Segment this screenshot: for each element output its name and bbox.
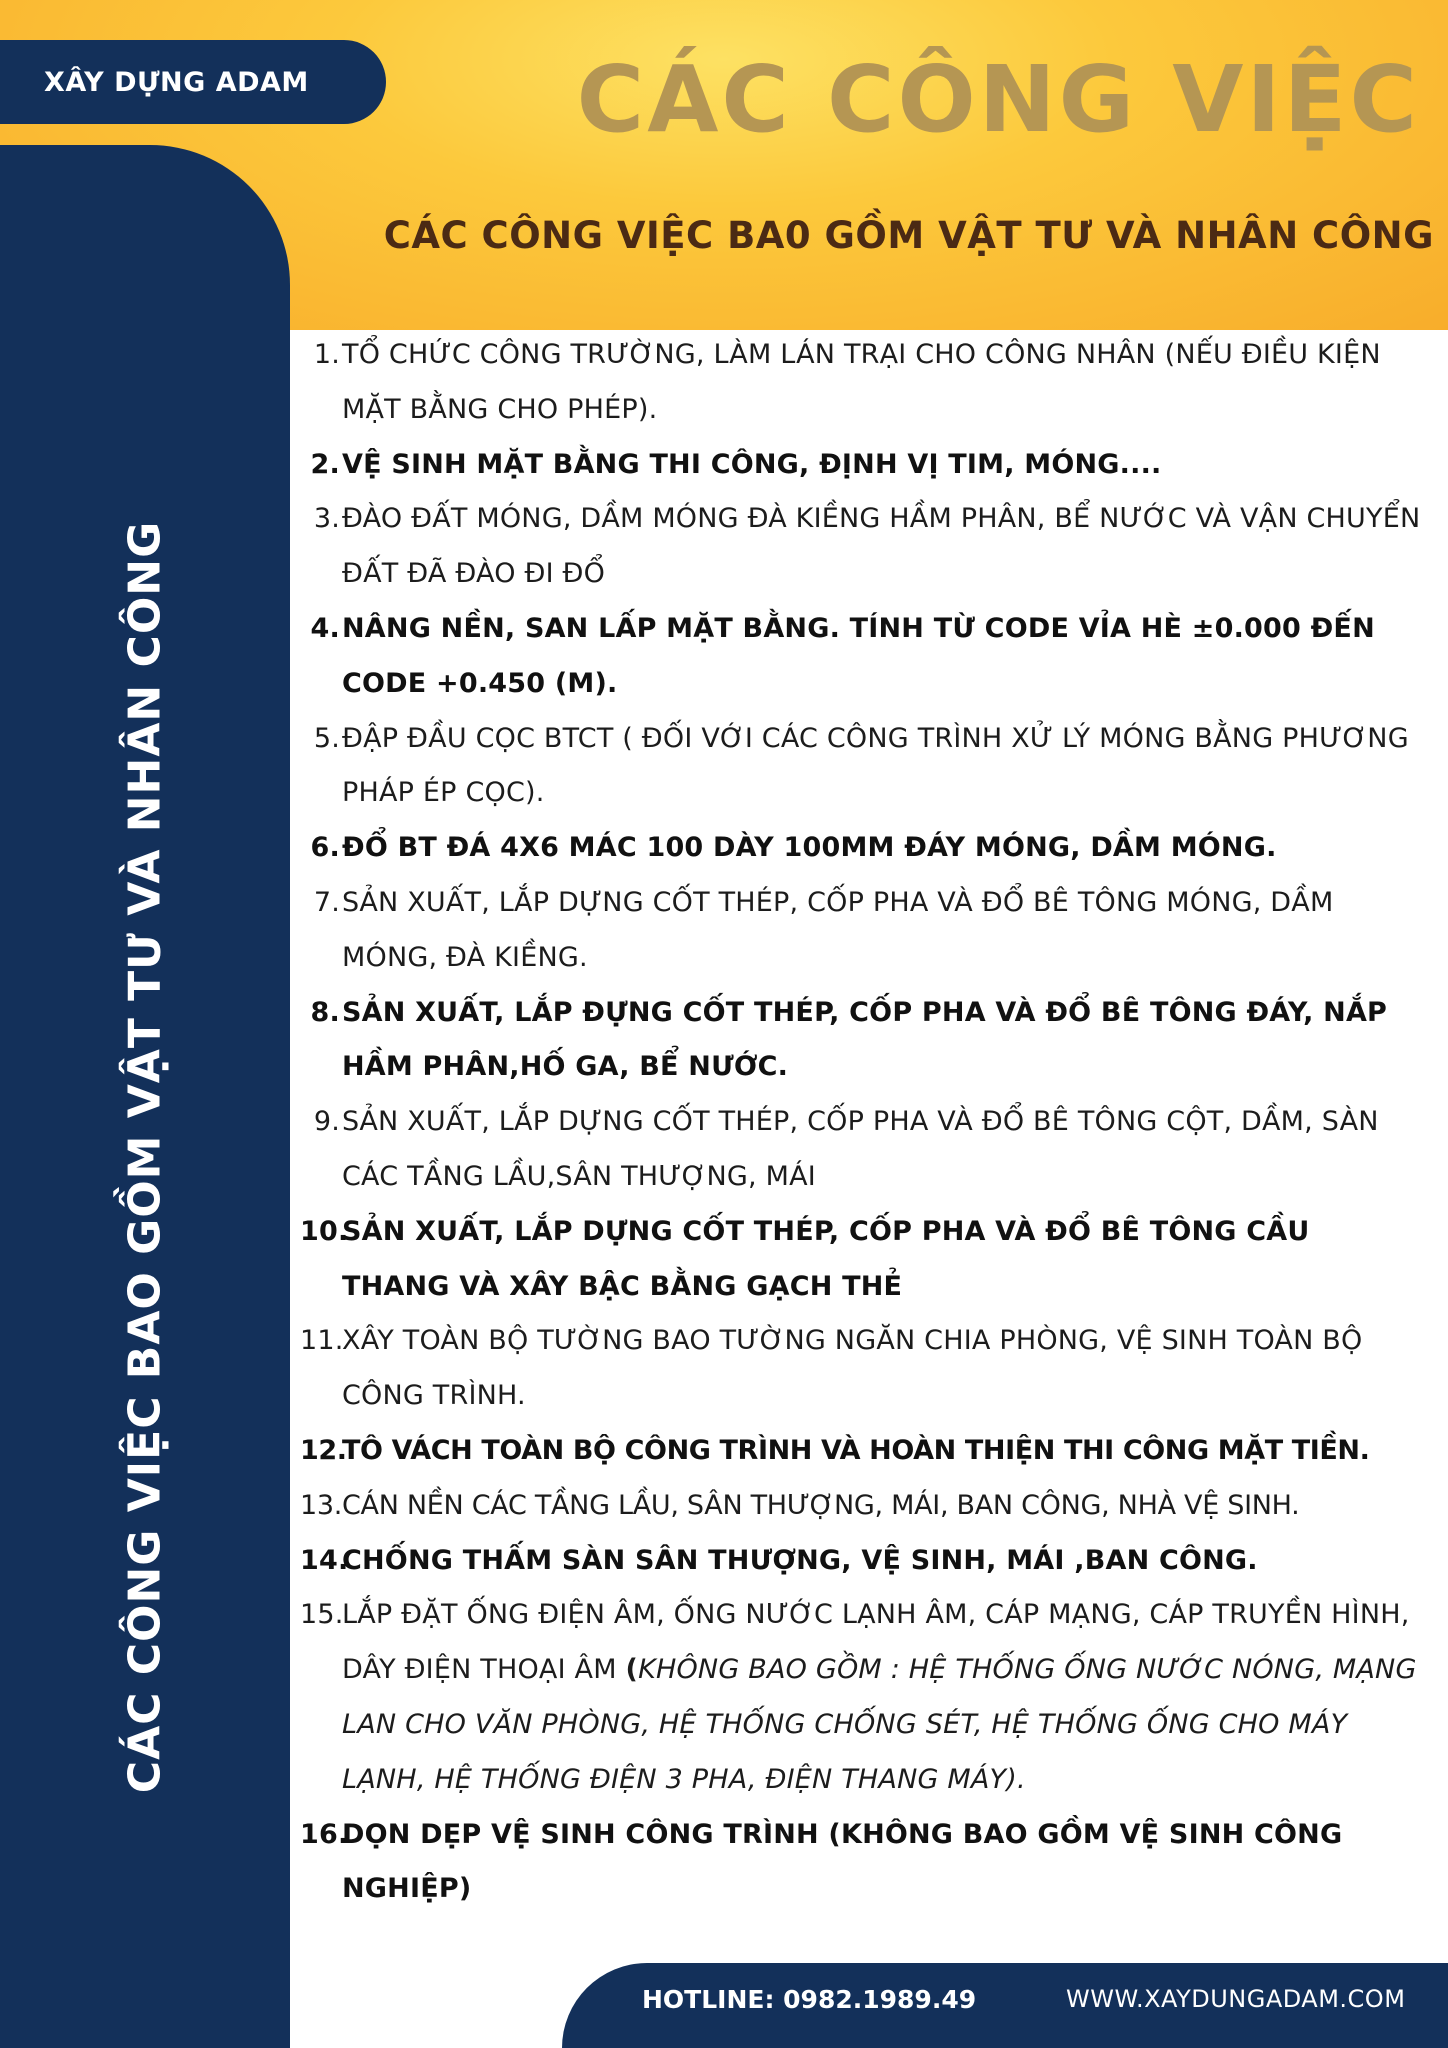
list-item (300, 1808, 1425, 1918)
item-text: ĐÀO ĐẤT MÓNG, DẦM MÓNG ĐÀ KIỀNG HẦM PHÂN, BỂ NƯỚC VÀ VẬN CHUYỂN ĐẤT ĐÃ ĐÀO ĐI ĐỔ (342, 503, 1421, 590)
item-text: TÔ VÁCH TOÀN BỘ CÔNG TRÌNH VÀ HOÀN THIỆN THI CÔNG MẶT TIỀN. (342, 1434, 1370, 1466)
item-number: 5. (313, 722, 340, 754)
item-number: 15. (300, 1599, 344, 1631)
brand-label: XÂY DỰNG ADAM (0, 40, 386, 124)
hotline-text: HOTLINE: 0982.1989.49 (642, 1985, 977, 2014)
item-number: 10. (300, 1215, 349, 1247)
item-number: 9. (313, 1106, 340, 1138)
list-item (300, 1424, 1425, 1479)
list-item (300, 1588, 1425, 1807)
item-text: SẢN XUẤT, LẮP DỰNG CỐT THÉP, CỐP PHA VÀ ĐỔ BÊ TÔNG CỘT, DẦM, SÀN CÁC TẦNG LẦU,SÂN THƯỢNG, MÁI (342, 1106, 1379, 1192)
list-item (300, 1095, 1425, 1205)
item-text: CHỐNG THẤM SÀN SÂN THƯỢNG, VỆ SINH, MÁI ,BAN CÔNG. (342, 1544, 1258, 1576)
item-number: 14. (300, 1544, 349, 1576)
list-item (300, 1534, 1425, 1589)
item-number: 6. (310, 832, 340, 864)
item-text (340, 1588, 1425, 1807)
list-item (300, 712, 1425, 822)
item-number: 13. (300, 1489, 343, 1521)
item-text: SẢN XUẤT, LẮP DỰNG CỐT THÉP, CỐP PHA VÀ ĐỔ BÊ TÔNG CẦU THANG VÀ XÂY BẬC BẰNG GẠCH THẺ (342, 1215, 1310, 1302)
item-number: 4. (310, 612, 340, 644)
item-text: TỔ CHỨC CÔNG TRƯỜNG, LÀM LÁN TRẠI CHO CÔNG NHÂN (NẾU ĐIỀU KIỆN MẶT BẰNG CHO PHÉP). (342, 339, 1381, 425)
item-text: ĐẬP ĐẦU CỌC BTCT ( ĐỐI VỚI CÁC CÔNG TRÌNH XỬ LÝ MÓNG BẰNG PHƯƠNG PHÁP ÉP CỌC). (342, 722, 1409, 809)
item-text: SẢN XUẤT, LẮP ĐỰNG CỐT THÉP, CỐP PHA VÀ ĐỔ BÊ TÔNG ĐÁY, NẮP HẦM PHÂN,HỐ GA, BỂ NƯỚC. (342, 996, 1388, 1083)
item-number: 1. (313, 339, 340, 370)
page-title: CÁC CÔNG VIỆC (576, 46, 1420, 153)
work-items-list (300, 328, 1425, 1917)
list-item (300, 986, 1425, 1096)
item-text: SẢN XUẤT, LẮP DỰNG CỐT THÉP, CỐP PHA VÀ ĐỔ BÊ TÔNG MÓNG, DẦM MÓNG, ĐÀ KIỀNG. (342, 886, 1334, 973)
list-item (300, 328, 1425, 438)
item-italic-note: KHÔNG BAO GỒM : HỆ THỐNG ỐNG NƯỚC NÓNG, MẠNG LAN CHO VĂN PHÒNG, HỆ THỐNG CHỐNG SÉT, HỆ THỐNG ỐNG CHO MÁY LẠNH, HỆ THỐNG ĐIỆN 3 PHA, ĐIỆN THANG MÁY). (342, 1654, 1417, 1795)
item-text: DỌN DẸP VỆ SINH CÔNG TRÌNH (KHÔNG BAO GỒM VỆ SINH CÔNG NGHIỆP) (342, 1818, 1343, 1905)
sidebar-panel (0, 145, 290, 2048)
item-number: 8. (310, 996, 340, 1028)
item-number: 7. (313, 886, 340, 918)
list-item (300, 1479, 1425, 1534)
website-link[interactable]: WWW.XAYDUNGADAM.COM (1066, 1985, 1406, 2013)
item-text: ĐỔ BT ĐÁ 4X6 MÁC 100 DÀY 100MM ĐÁY MÓNG, DẦM MÓNG. (342, 832, 1277, 864)
item-text: VỆ SINH MẶT BẰNG THI CÔNG, ĐỊNH VỊ TIM, MÓNG.... (342, 448, 1162, 480)
list-item (300, 438, 1425, 493)
item-text: NÂNG NỀN, SAN LẤP MẶT BẰNG. TÍNH TỪ CODE VỈA HÈ ±0.000 ĐẾN CODE +0.450 (M). (342, 612, 1375, 699)
list-item (300, 492, 1425, 602)
sidebar-vertical-text: CÁC CÔNG VIỆC BAO GỒM VẬT TƯ VÀ NHÂN CÔNG (119, 520, 171, 1794)
item-text: XÂY TOÀN BỘ TƯỜNG BAO TƯỜNG NGĂN CHIA PHÒNG, VỆ SINH TOÀN BỘ CÔNG TRÌNH. (342, 1325, 1363, 1412)
list-item (300, 1314, 1425, 1424)
item-main-text: LẮP ĐẶT ỐNG ĐIỆN ÂM, ỐNG NƯỚC LẠNH ÂM, CÁP MẠNG, CÁP TRUYỀN HÌNH, DÂY ĐIỆN THOẠI ÂM (342, 1599, 1410, 1686)
list-item (300, 821, 1425, 876)
item-number: 3. (313, 503, 340, 535)
item-number: 2. (310, 448, 340, 480)
item-text: CÁN NỀN CÁC TẦNG LẦU, SÂN THƯỢNG, MÁI, BAN CÔNG, NHÀ VỆ SINH. (342, 1489, 1300, 1521)
list-item (300, 602, 1425, 712)
item-number: 12. (300, 1434, 347, 1466)
list-item (300, 1205, 1425, 1315)
page-subtitle: CÁC CÔNG VIỆC BA0 GỒM VẬT TƯ VÀ NHÂN CÔNG (383, 214, 1434, 257)
item-number: 16. (300, 1818, 349, 1850)
list-item (300, 876, 1425, 986)
item-number: 11. (300, 1325, 344, 1357)
item-paren: ( (625, 1654, 639, 1686)
